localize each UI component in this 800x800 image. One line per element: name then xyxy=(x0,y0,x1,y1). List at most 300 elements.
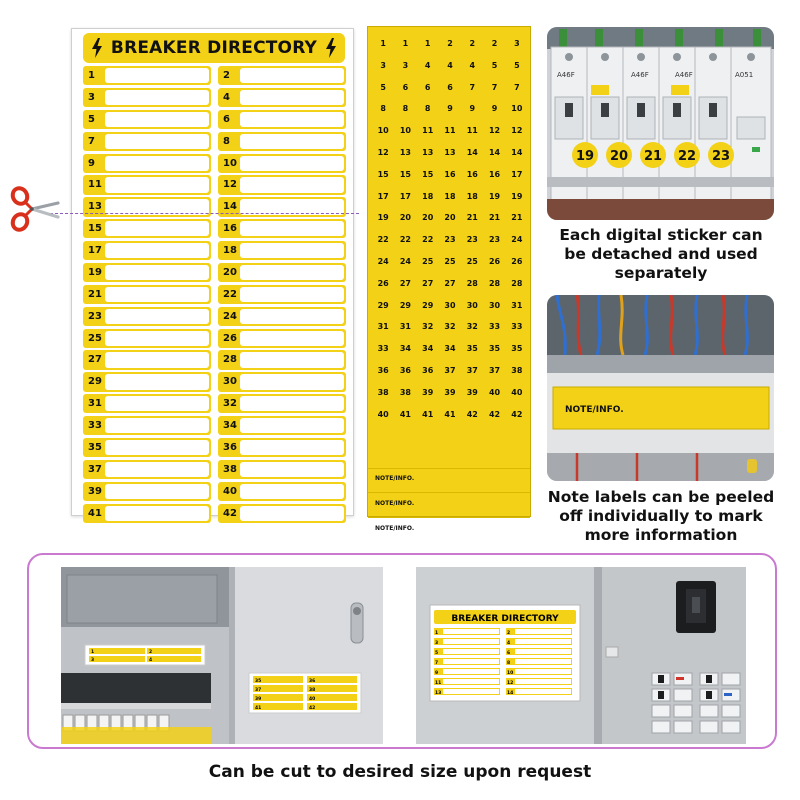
directory-write-field xyxy=(105,352,209,367)
number-sticker: 14 xyxy=(466,147,478,157)
directory-write-field xyxy=(105,287,209,302)
number-sticker: 6 xyxy=(402,82,409,92)
number-sticker: 23 xyxy=(444,235,456,245)
number-sticker: 30 xyxy=(444,300,456,310)
number-sticker: 9 xyxy=(469,104,476,114)
directory-entry xyxy=(218,438,346,457)
number-sticker: 18 xyxy=(466,191,478,201)
directory-number: 15 xyxy=(88,223,102,235)
number-sticker: 16 xyxy=(444,169,456,179)
directory-write-field xyxy=(105,396,209,411)
directory-entry xyxy=(83,504,211,523)
directory-number: 35 xyxy=(88,441,102,453)
directory-number: 17 xyxy=(88,245,102,256)
mini-number: 14 xyxy=(507,691,514,696)
directory-write-field xyxy=(240,484,344,499)
caption-line: Each digital sticker can xyxy=(559,226,763,244)
mini-number: 5 xyxy=(435,651,439,656)
directory-write-field xyxy=(105,309,209,324)
caption-line: separately xyxy=(614,264,708,282)
directory-number: 40 xyxy=(223,485,237,497)
directory-write-field xyxy=(240,287,344,302)
number-sticker: 11 xyxy=(466,126,478,136)
directory-write-field xyxy=(240,418,344,433)
number-sticker: 42 xyxy=(466,409,478,419)
directory-entry xyxy=(218,372,346,391)
directory-number: 2 xyxy=(223,70,230,81)
number-sticker: 24 xyxy=(399,256,411,266)
caption-line: off individually to mark xyxy=(559,507,763,525)
number-sticker: 37 xyxy=(466,365,478,375)
number-sticker: 32 xyxy=(422,322,434,332)
directory-write-field xyxy=(240,265,344,280)
number-sticker: 18 xyxy=(444,191,456,201)
number-sticker: 15 xyxy=(399,169,411,179)
directory-entry xyxy=(218,219,346,238)
number-sticker: 40 xyxy=(488,387,501,397)
note-label-row xyxy=(368,468,530,493)
directory-entry xyxy=(83,307,211,326)
number-sticker: 19 xyxy=(511,191,523,201)
number-sticker: 33 xyxy=(377,344,389,354)
number-sticker: 3 xyxy=(514,39,520,48)
directory-number: 13 xyxy=(88,201,102,213)
note-label-row xyxy=(368,518,530,543)
directory-write-field xyxy=(240,221,344,236)
number-sticker: 20 xyxy=(422,213,434,223)
number-sticker: 19 xyxy=(377,213,389,223)
number-sticker: 21 xyxy=(488,213,501,223)
directory-number: 42 xyxy=(223,507,237,519)
note-label: NOTE/INFO. xyxy=(375,475,415,482)
directory-entry xyxy=(218,350,346,369)
directory-entry xyxy=(83,154,211,173)
number-sticker: 26 xyxy=(488,256,501,266)
directory-entry xyxy=(218,307,346,326)
number-sticker: 28 xyxy=(488,278,501,288)
directory-entry xyxy=(83,438,211,457)
number-sticker: 2 xyxy=(491,39,498,48)
number-sticker: 8 xyxy=(424,104,431,114)
number-sticker: 14 xyxy=(488,147,501,157)
caption-detach xyxy=(550,226,772,283)
number-sticker: 30 xyxy=(488,300,501,310)
number-sticker: 35 xyxy=(466,344,478,354)
directory-write-field xyxy=(105,462,209,477)
mini-number: 36 xyxy=(309,679,316,684)
number-sticker: 2 xyxy=(447,39,453,48)
directory-entry xyxy=(218,88,346,107)
directory-number: 16 xyxy=(223,223,237,235)
mini-number: 10 xyxy=(507,671,514,676)
number-sticker: 42 xyxy=(511,409,523,419)
caption-line: more information xyxy=(584,526,738,544)
directory-write-field xyxy=(240,440,344,455)
mini-number: 3 xyxy=(91,658,95,663)
directory-number: 22 xyxy=(223,288,237,300)
lightning-bolt-icon xyxy=(91,38,103,58)
directory-number: 14 xyxy=(223,201,237,213)
number-sticker: 5 xyxy=(380,82,386,92)
note-label: NOTE/INFO. xyxy=(375,500,415,507)
number-sticker: 7 xyxy=(491,82,498,92)
note-label-photo xyxy=(547,295,774,481)
directory-entry xyxy=(83,482,211,501)
number-sticker: 26 xyxy=(511,256,523,266)
number-sticker: 1 xyxy=(424,39,431,48)
mini-number: 42 xyxy=(309,706,316,711)
directory-number: 24 xyxy=(223,310,237,322)
mini-number: 6 xyxy=(507,651,511,656)
number-sticker: 37 xyxy=(488,365,501,375)
number-sticker: 21 xyxy=(466,213,478,223)
breaker-directory-sheet xyxy=(71,28,354,519)
number-sticker: 36 xyxy=(422,365,434,375)
directory-entry xyxy=(218,460,346,479)
directory-entry xyxy=(218,416,346,435)
directory-number: 39 xyxy=(88,485,102,497)
number-sticker: 23 xyxy=(488,235,501,245)
directory-entry xyxy=(83,241,211,260)
number-sticker: 39 xyxy=(466,387,478,397)
directory-write-field xyxy=(105,221,209,236)
number-sticker: 12 xyxy=(488,126,501,136)
directory-write-field xyxy=(105,156,209,171)
number-sticker: 25 xyxy=(444,256,456,266)
number-sticker: 38 xyxy=(511,365,523,375)
directory-write-field xyxy=(105,374,209,389)
breaker-sticker-photo xyxy=(547,27,774,220)
number-sticker: 32 xyxy=(466,322,478,332)
directory-entry xyxy=(83,66,211,85)
number-sticker: 38 xyxy=(399,387,411,397)
directory-number: 41 xyxy=(88,507,102,519)
directory-grid xyxy=(83,66,346,523)
directory-entry xyxy=(218,482,346,501)
directory-entry xyxy=(218,394,346,413)
mini-number: 1 xyxy=(435,631,439,636)
number-sticker: 22 xyxy=(399,235,411,245)
cabinet-directory-photo xyxy=(416,567,746,744)
number-sticker: 27 xyxy=(399,278,411,288)
directory-number: 10 xyxy=(223,157,237,169)
scissors-icon xyxy=(10,183,60,235)
mini-number: 11 xyxy=(435,681,442,686)
number-sticker: 12 xyxy=(511,126,523,136)
directory-write-field xyxy=(240,352,344,367)
number-sticker: 17 xyxy=(511,169,523,179)
number-sticker: 6 xyxy=(424,82,431,92)
number-sticker: 21 xyxy=(511,213,523,223)
directory-number: 5 xyxy=(88,113,95,125)
directory-entry xyxy=(83,329,211,348)
number-sticker: 10 xyxy=(377,126,389,136)
number-sticker: 16 xyxy=(466,169,478,179)
number-sticker: 29 xyxy=(377,300,389,310)
number-sticker: 13 xyxy=(399,147,411,157)
mini-number: 41 xyxy=(255,706,262,711)
directory-number: 3 xyxy=(88,91,95,103)
number-sticker: 7 xyxy=(469,82,476,92)
directory-number: 11 xyxy=(88,179,102,191)
directory-number: 25 xyxy=(88,332,102,344)
number-sticker: 25 xyxy=(422,256,434,266)
caption-line: Note labels can be peeled xyxy=(547,488,775,506)
directory-write-field xyxy=(105,506,209,521)
directory-write-field xyxy=(105,68,209,83)
number-sticker: 31 xyxy=(377,322,389,332)
directory-entry xyxy=(83,88,211,107)
number-sticker: 4 xyxy=(424,60,431,70)
number-sticker: 42 xyxy=(488,409,501,419)
number-sticker: 34 xyxy=(444,344,456,354)
directory-entry xyxy=(83,219,211,238)
number-sticker: 33 xyxy=(511,322,523,332)
directory-write-field xyxy=(105,440,209,455)
breaker-sticker: 20 xyxy=(609,149,629,164)
number-sticker: 35 xyxy=(488,344,501,354)
number-sticker: 34 xyxy=(399,344,411,354)
number-sticker: 18 xyxy=(422,191,434,201)
directory-write-field xyxy=(240,331,344,346)
breaker-sticker: 19 xyxy=(575,149,595,164)
number-sticker: 36 xyxy=(377,365,389,375)
directory-entry xyxy=(218,241,346,260)
mini-number: 38 xyxy=(309,688,316,693)
directory-number: 28 xyxy=(223,354,237,366)
number-sticker: 17 xyxy=(377,191,389,201)
caption-peel xyxy=(543,488,779,545)
number-sticker: 13 xyxy=(444,147,456,157)
number-sticker: 20 xyxy=(444,213,456,223)
directory-number: 9 xyxy=(88,157,95,169)
number-sticker: 5 xyxy=(514,60,520,70)
mini-number: 9 xyxy=(435,671,439,676)
directory-write-field xyxy=(105,418,209,433)
number-sticker: 28 xyxy=(511,278,523,288)
number-sticker: 40 xyxy=(377,409,389,419)
directory-entry xyxy=(218,132,346,151)
number-sticker: 29 xyxy=(399,300,411,310)
directory-entry xyxy=(83,110,211,129)
directory-write-field xyxy=(240,243,344,258)
breaker-code: A46F xyxy=(631,71,649,79)
mini-number: 35 xyxy=(255,679,262,684)
cut-line xyxy=(50,213,359,214)
number-sticker: 31 xyxy=(399,322,411,332)
number-sticker: 4 xyxy=(469,60,476,70)
caption-line: be detached and used xyxy=(564,245,758,263)
directory-entry xyxy=(83,394,211,413)
directory-number: 34 xyxy=(223,420,237,431)
note-label-text: NOTE/INFO. xyxy=(565,405,624,415)
directory-entry xyxy=(83,175,211,194)
directory-number: 1 xyxy=(88,70,95,81)
directory-number: 23 xyxy=(88,310,102,322)
number-sticker: 16 xyxy=(488,169,501,179)
number-sticker: 11 xyxy=(422,126,434,136)
number-sticker: 6 xyxy=(447,82,453,92)
directory-number: 26 xyxy=(223,332,237,344)
number-sticker: 41 xyxy=(422,409,434,419)
mini-number: 3 xyxy=(435,641,439,646)
number-sticker: 22 xyxy=(377,235,389,245)
number-sticker: 3 xyxy=(402,60,409,70)
lightning-bolt-icon xyxy=(325,38,337,58)
number-sticker: 12 xyxy=(377,147,389,157)
number-sticker: 26 xyxy=(377,278,389,288)
directory-write-field xyxy=(240,506,344,521)
directory-number: 4 xyxy=(223,91,230,103)
mini-number: 2 xyxy=(149,650,153,655)
directory-number: 32 xyxy=(223,398,237,410)
directory-title-bar xyxy=(83,33,345,63)
directory-entry xyxy=(218,66,346,85)
number-sticker: 41 xyxy=(399,409,411,419)
number-sticker: 4 xyxy=(447,60,453,70)
number-sticker: 33 xyxy=(488,322,501,332)
directory-entry xyxy=(218,175,346,194)
breaker-sticker: 23 xyxy=(711,149,731,164)
directory-number: 8 xyxy=(223,135,230,147)
directory-write-field xyxy=(240,309,344,324)
cabinet-directory-title: BREAKER DIRECTORY xyxy=(451,614,559,624)
directory-entry xyxy=(83,132,211,151)
number-sticker: 23 xyxy=(466,235,478,245)
number-sticker: 1 xyxy=(380,39,386,48)
number-sticker: 9 xyxy=(491,104,498,114)
caption-cut: Can be cut to desired size upon request xyxy=(208,762,592,782)
number-sticker: 2 xyxy=(469,39,476,48)
note-label-row xyxy=(368,493,530,518)
directory-number: 33 xyxy=(88,420,102,431)
directory-write-field xyxy=(240,374,344,389)
mini-number: 2 xyxy=(507,631,511,636)
number-sticker: 13 xyxy=(422,147,434,157)
directory-entry xyxy=(218,110,346,129)
directory-entry xyxy=(218,263,346,282)
mini-number: 40 xyxy=(309,697,316,702)
mini-number: 1 xyxy=(91,650,95,655)
directory-write-field xyxy=(105,134,209,149)
directory-write-field xyxy=(105,265,209,280)
directory-number: 36 xyxy=(223,441,237,453)
directory-number: 30 xyxy=(223,376,237,388)
directory-entry xyxy=(83,350,211,369)
number-sticker: 40 xyxy=(511,387,523,397)
number-sticker: 31 xyxy=(511,300,523,310)
number-sticker: 1 xyxy=(402,39,409,48)
directory-title: BREAKER DIRECTORY xyxy=(110,38,318,58)
number-sticker: 8 xyxy=(402,104,409,114)
number-sticker: 34 xyxy=(422,344,434,354)
number-sticker: 39 xyxy=(444,387,456,397)
directory-number: 27 xyxy=(88,354,102,366)
directory-write-field xyxy=(240,396,344,411)
number-sticker: 14 xyxy=(511,147,523,157)
number-sticker: 28 xyxy=(466,278,478,288)
number-sticker: 37 xyxy=(444,365,456,375)
breaker-code: A46F xyxy=(675,71,693,79)
number-sticker: 38 xyxy=(377,387,389,397)
note-label: NOTE/INFO. xyxy=(375,525,415,532)
number-sticker: 39 xyxy=(422,387,434,397)
directory-number: 6 xyxy=(223,113,230,125)
number-sticker: 27 xyxy=(422,278,434,288)
number-sticker: 11 xyxy=(444,126,456,136)
mini-number: 13 xyxy=(435,691,442,696)
directory-entry xyxy=(218,329,346,348)
number-sticker: 15 xyxy=(422,169,434,179)
directory-write-field xyxy=(240,134,344,149)
directory-write-field xyxy=(105,177,209,192)
directory-write-field xyxy=(240,68,344,83)
directory-number: 19 xyxy=(88,266,102,278)
directory-write-field xyxy=(240,90,344,105)
number-sticker: 41 xyxy=(444,409,456,419)
number-sticker: 15 xyxy=(377,169,389,179)
directory-write-field xyxy=(105,90,209,105)
sticker-grid xyxy=(372,33,528,425)
mini-number: 7 xyxy=(435,661,439,666)
number-sticker: 24 xyxy=(377,256,389,266)
mini-number: 37 xyxy=(255,688,262,693)
mini-number: 39 xyxy=(255,697,262,702)
number-sticker: 17 xyxy=(399,191,411,201)
number-sticker: 10 xyxy=(399,126,411,136)
mini-number: 4 xyxy=(507,641,511,646)
number-sticker: 29 xyxy=(422,300,434,310)
directory-write-field xyxy=(240,177,344,192)
number-sticker: 35 xyxy=(511,344,523,354)
number-sticker: 20 xyxy=(399,213,411,223)
breaker-sticker: 22 xyxy=(677,149,697,164)
number-sticker: 24 xyxy=(511,235,523,245)
number-sticker-sheet xyxy=(367,26,531,532)
mini-number: 4 xyxy=(149,658,153,663)
number-sticker: 25 xyxy=(466,256,478,266)
number-sticker: 36 xyxy=(399,365,411,375)
panel-door-photo xyxy=(61,567,383,744)
directory-number: 38 xyxy=(223,463,237,475)
directory-number: 7 xyxy=(88,135,95,147)
directory-entry xyxy=(83,263,211,282)
directory-number: 21 xyxy=(88,288,102,300)
breaker-code: A051 xyxy=(735,71,754,79)
directory-number: 18 xyxy=(223,245,237,256)
number-sticker: 7 xyxy=(514,82,520,92)
directory-write-field xyxy=(105,484,209,499)
directory-entry xyxy=(83,285,211,304)
breaker-code: A46F xyxy=(557,71,575,79)
directory-write-field xyxy=(240,112,344,127)
number-sticker: 8 xyxy=(380,104,386,114)
number-sticker: 19 xyxy=(488,191,501,201)
directory-entry xyxy=(83,416,211,435)
number-sticker: 30 xyxy=(466,300,478,310)
directory-number: 12 xyxy=(223,179,237,191)
directory-entry xyxy=(218,154,346,173)
breaker-sticker: 21 xyxy=(643,149,663,164)
directory-entry xyxy=(83,460,211,479)
directory-number: 20 xyxy=(223,266,237,278)
directory-write-field xyxy=(105,331,209,346)
number-sticker: 27 xyxy=(444,278,456,288)
mini-number: 12 xyxy=(507,681,514,686)
number-sticker: 32 xyxy=(444,322,456,332)
mini-number: 8 xyxy=(507,661,511,666)
directory-number: 37 xyxy=(88,463,102,475)
